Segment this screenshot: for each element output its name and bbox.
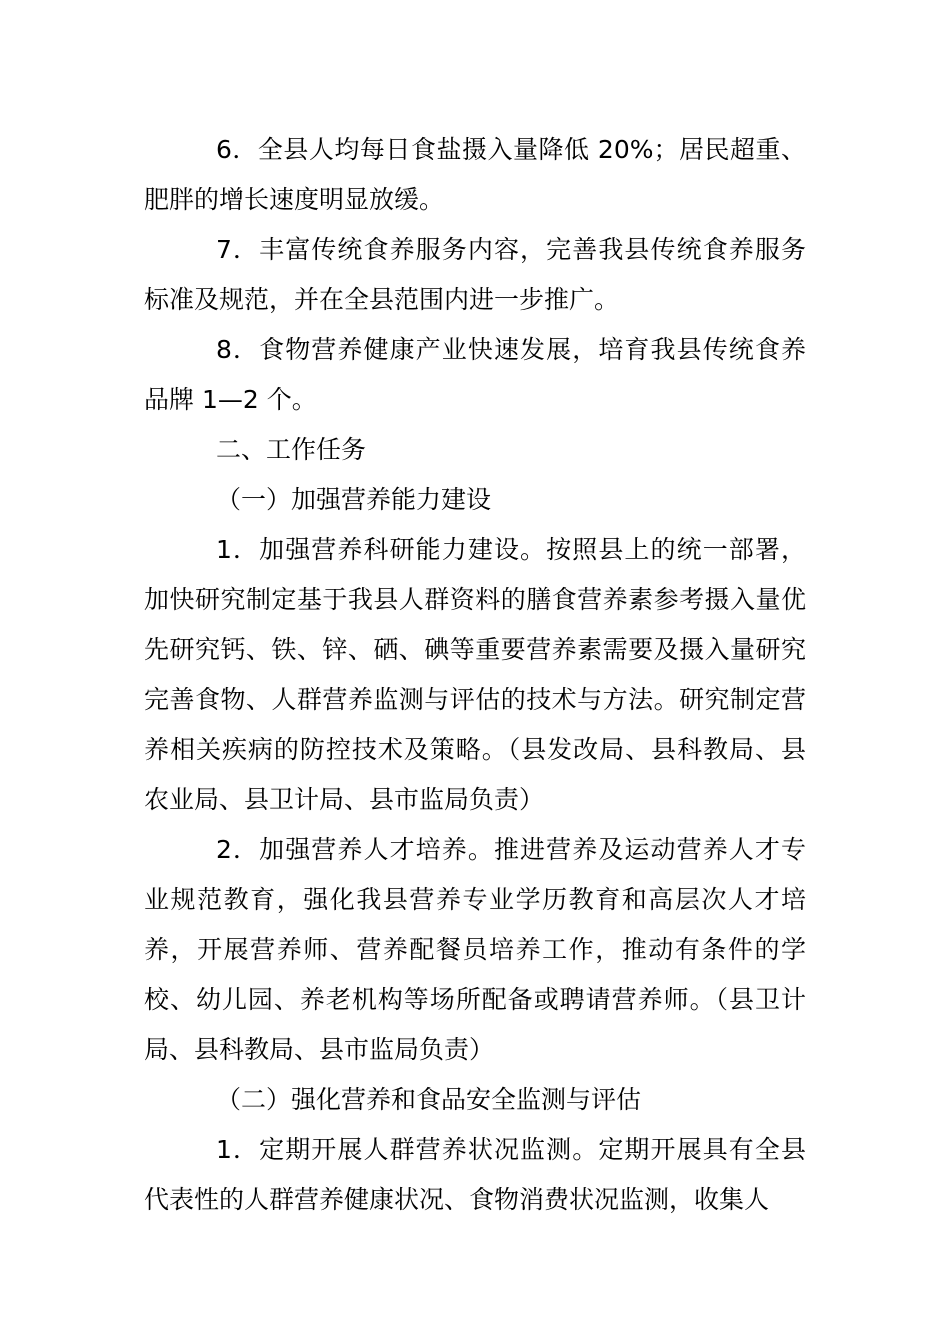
paragraph-nutrition-monitoring: 1．定期开展人群营养状况监测。定期开展具有全县代表性的人群营养健康状况、食物消费状况监测，收集人: [144, 1135, 806, 1214]
subsection-heading-2: （二）强化营养和食品安全监测与评估: [216, 1085, 642, 1114]
paragraph-item-6: 6．全县人均每日食盐摄入量降低 20%；居民超重、肥胖的增长速度明显放缓。: [144, 135, 806, 214]
document-body: [144, 125, 806, 1225]
paragraph-research-capacity: 1．加强营养科研能力建设。按照县上的统一部署，加快研究制定基于我县人群资料的膳食营养素参考摄入量优先研究钙、铁、锌、硒、碘等重要营养素需要及摄入量研究完善食物、人群营养监测与评估的技术与方法。研究制定营养相关疾病的防控技术及策略。（县发改局、县科教局、县农业局、县卫计局、县市监局负责）: [144, 535, 806, 814]
subsection-heading-1: （一）加强营养能力建设: [216, 485, 492, 514]
paragraph-item-7: 7．丰富传统食养服务内容，完善我县传统食养服务标准及规范，并在全县范围内进一步推广。: [144, 235, 806, 314]
section-heading-work-tasks: 二、工作任务: [216, 435, 367, 464]
paragraph-item-8: 8．食物营养健康产业快速发展，培育我县传统食养品牌 1—2 个。: [144, 335, 806, 414]
paragraph-talent-training: 2．加强营养人才培养。推进营养及运动营养人才专业规范教育，强化我县营养专业学历教育和高层次人才培养，开展营养师、营养配餐员培养工作，推动有条件的学校、幼儿园、养老机构等场所配备或聘请营养师。（县卫计局、县科教局、县市监局负责）: [144, 835, 806, 1064]
